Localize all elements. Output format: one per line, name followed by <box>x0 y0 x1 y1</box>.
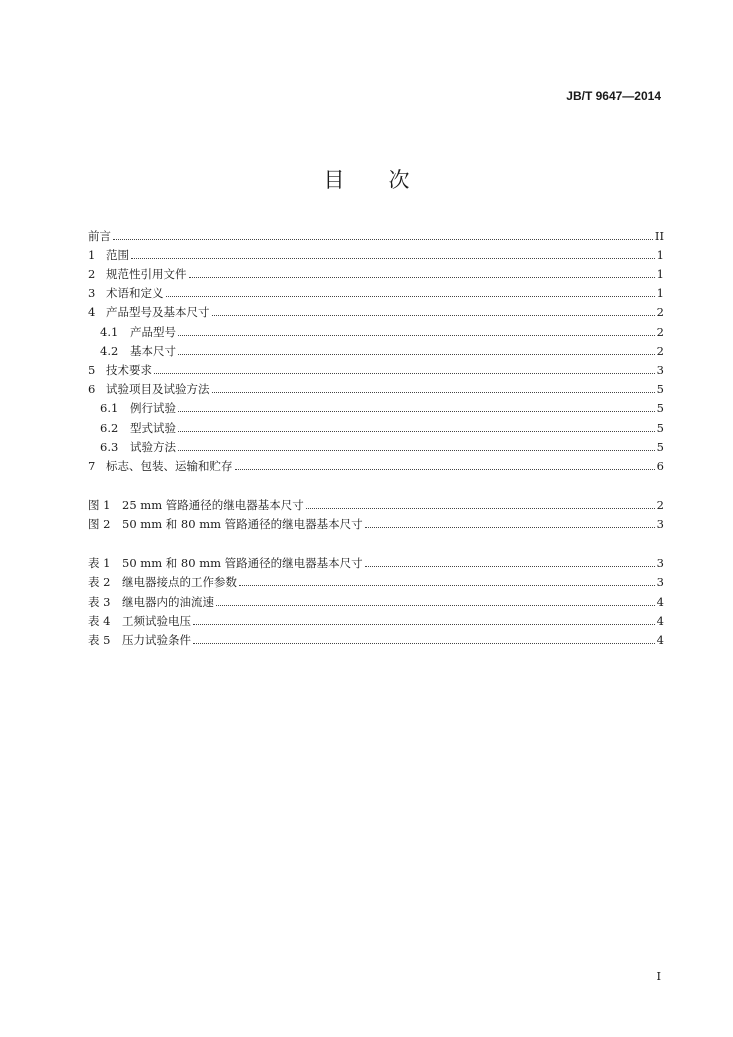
toc-entry[interactable] <box>88 262 664 281</box>
toc-entry-page: 2 <box>656 325 664 339</box>
dot-leader <box>212 391 655 393</box>
toc-entry-page: 1 <box>656 286 664 300</box>
toc-table-entry[interactable] <box>88 628 664 647</box>
toc-entry-text: 试验项目及试验方法 <box>106 382 210 396</box>
dot-leader <box>365 526 655 528</box>
toc-entry-page: 4 <box>656 633 664 647</box>
toc-entry-page: 4 <box>656 595 664 609</box>
toc-entry[interactable] <box>88 243 664 262</box>
toc-entry-page: 5 <box>656 421 664 435</box>
toc-entry-number: 表 2 <box>88 575 111 589</box>
toc-entry-number: 表 1 <box>88 556 111 570</box>
page-number: I <box>656 969 661 983</box>
toc-entry[interactable] <box>88 224 664 243</box>
toc-entry-text: 范围 <box>106 248 129 262</box>
toc-entry-text: 型式试验 <box>130 421 176 435</box>
title-char-1: 目 <box>323 168 345 192</box>
toc-entry-number: 表 3 <box>88 595 111 609</box>
toc-entry-text: 继电器内的油流速 <box>122 595 214 609</box>
toc-entry-page: 3 <box>656 363 664 377</box>
toc-entry[interactable] <box>88 358 664 377</box>
toc-entry-number: 1 <box>88 248 96 262</box>
toc-entry-text: 50 mm 和 80 mm 管路通径的继电器基本尺寸 <box>122 517 363 531</box>
toc-entry-page: 2 <box>656 498 664 512</box>
dot-leader <box>154 372 655 374</box>
toc-entry-number: 4 <box>88 305 96 319</box>
toc-entry-number: 2 <box>88 267 96 281</box>
toc-entry-page: 3 <box>656 517 664 531</box>
toc-figure-entry[interactable] <box>88 493 664 512</box>
toc-subentry[interactable] <box>88 320 664 339</box>
toc-entry-text: 术语和定义 <box>106 286 164 300</box>
dot-leader <box>113 238 653 240</box>
toc-entry-number: 3 <box>88 286 96 300</box>
toc-entry-page: II <box>654 229 664 243</box>
dot-leader <box>239 584 655 586</box>
dot-leader <box>235 468 655 470</box>
toc-subentry[interactable] <box>88 416 664 435</box>
toc-entry-page: 1 <box>656 267 664 281</box>
toc-entry-number: 6.2 <box>100 421 119 435</box>
toc-entry-number: 表 5 <box>88 633 111 647</box>
dot-leader <box>131 257 655 259</box>
toc-entry-text: 技术要求 <box>106 363 152 377</box>
dot-leader <box>189 276 655 278</box>
toc-entry-number: 图 2 <box>88 517 111 531</box>
toc-entry-text: 压力试验条件 <box>122 633 191 647</box>
toc-entry-text: 25 mm 管路通径的继电器基本尺寸 <box>122 498 304 512</box>
toc-entry-page: 5 <box>656 440 664 454</box>
dot-leader <box>193 623 655 625</box>
toc-entry[interactable] <box>88 300 664 319</box>
toc-table-entry[interactable] <box>88 551 664 570</box>
toc-entry-number: 图 1 <box>88 498 111 512</box>
toc-entry-text: 50 mm 和 80 mm 管路通径的继电器基本尺寸 <box>122 556 363 570</box>
toc-entry-text: 例行试验 <box>130 401 176 415</box>
toc-entry[interactable] <box>88 281 664 300</box>
toc-entry-page: 2 <box>656 305 664 319</box>
toc-figure-entry[interactable] <box>88 512 664 531</box>
toc-entry-page: 1 <box>656 248 664 262</box>
toc-entry-text: 试验方法 <box>130 440 176 454</box>
toc-table-entry[interactable] <box>88 570 664 589</box>
toc-table-entry[interactable] <box>88 609 664 628</box>
toc-entry-page: 3 <box>656 556 664 570</box>
toc-entry-page: 6 <box>656 459 664 473</box>
toc-entry-text: 产品型号及基本尺寸 <box>106 305 210 319</box>
toc-entry-number: 6.1 <box>100 401 119 415</box>
dot-leader <box>178 430 655 432</box>
toc-entry-page: 5 <box>656 382 664 396</box>
toc-entry-text: 基本尺寸 <box>130 344 176 358</box>
toc-entry-text: 标志、包装、运输和贮存 <box>106 459 233 473</box>
toc-table-entry[interactable] <box>88 590 664 609</box>
toc-entry-text: 工频试验电压 <box>122 614 191 628</box>
page-title <box>0 164 733 194</box>
toc-entry-text: 产品型号 <box>130 325 176 339</box>
standard-code: JB/T 9647—2014 <box>566 89 661 103</box>
dot-leader <box>178 353 655 355</box>
toc-entry[interactable] <box>88 377 664 396</box>
dot-leader <box>365 565 655 567</box>
toc-entry-number: 4.1 <box>100 325 119 339</box>
toc-entry-text: 继电器接点的工作参数 <box>122 575 237 589</box>
toc-subentry[interactable] <box>88 339 664 358</box>
toc-entry-number: 5 <box>88 363 96 377</box>
toc-entry-number: 6.3 <box>100 440 119 454</box>
dot-leader <box>178 334 655 336</box>
dot-leader <box>212 314 655 316</box>
toc-entry-number: 6 <box>88 382 96 396</box>
toc-entry[interactable] <box>88 454 664 473</box>
toc-entry-page: 3 <box>656 575 664 589</box>
toc-entry-number: 4.2 <box>100 344 119 358</box>
toc-entry-page: 4 <box>656 614 664 628</box>
toc-subentry[interactable] <box>88 396 664 415</box>
toc-entry-number: 表 4 <box>88 614 111 628</box>
title-char-2: 次 <box>388 168 410 192</box>
toc-entry-text: 规范性引用文件 <box>106 267 187 281</box>
dot-leader <box>178 410 655 412</box>
toc-entry-page: 5 <box>656 401 664 415</box>
dot-leader <box>216 604 655 606</box>
dot-leader <box>193 642 655 644</box>
toc-entry-text: 前言 <box>88 229 111 243</box>
dot-leader <box>306 507 655 509</box>
toc-entry-number: 7 <box>88 459 96 473</box>
dot-leader <box>178 449 655 451</box>
toc-entry-page: 2 <box>656 344 664 358</box>
toc-subentry[interactable] <box>88 435 664 454</box>
dot-leader <box>166 295 655 297</box>
